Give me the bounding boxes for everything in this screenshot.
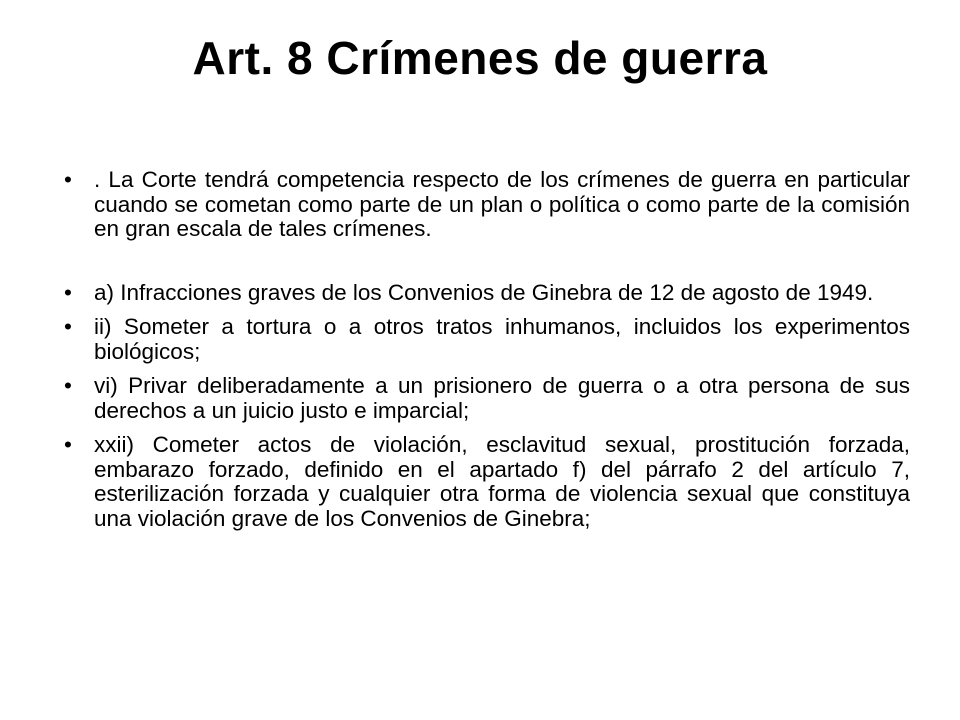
list-item-text: ii) Someter a tortura o a otros tratos inhumanos, incluidos los experimentos biológicos; bbox=[94, 314, 910, 364]
list-item bbox=[58, 433, 910, 531]
bullet-icon: • bbox=[64, 279, 72, 305]
list-item bbox=[58, 374, 910, 423]
bullet-icon: • bbox=[64, 314, 72, 339]
list-item bbox=[58, 315, 910, 364]
bullet-icon: • bbox=[64, 432, 72, 457]
list-item-text: vi) Privar deliberadamente a un prisionero de guerra o a otra persona de sus derechos a un juicio justo e imparcial; bbox=[94, 373, 910, 423]
list-item bbox=[58, 281, 910, 306]
slide-title: Art. 8 Crímenes de guerra bbox=[192, 32, 768, 84]
list-item-text: xxii) Cometer actos de violación, esclavitud sexual, prostitución forzada, embarazo forzado, definido en el apartado f) del párrafo 2 del artículo 7, esterilización forzada y cualquier otra forma de violencia sexual que constituya una violación grave de los Convenios de Ginebra; bbox=[94, 432, 910, 531]
bullet-icon: • bbox=[64, 373, 72, 398]
bullet-icon: • bbox=[64, 167, 72, 192]
list-item-text: . La Corte tendrá competencia respecto de los crímenes de guerra en particular cuando se cometan como parte de un plan o política o como parte de la comisión en gran escala de tales crímenes. bbox=[94, 167, 910, 241]
bullet-list bbox=[58, 168, 910, 531]
list-item bbox=[58, 168, 910, 242]
list-item-text: a) Infracciones graves de los Convenios de Ginebra de 12 de agosto de 1949. bbox=[94, 279, 874, 305]
